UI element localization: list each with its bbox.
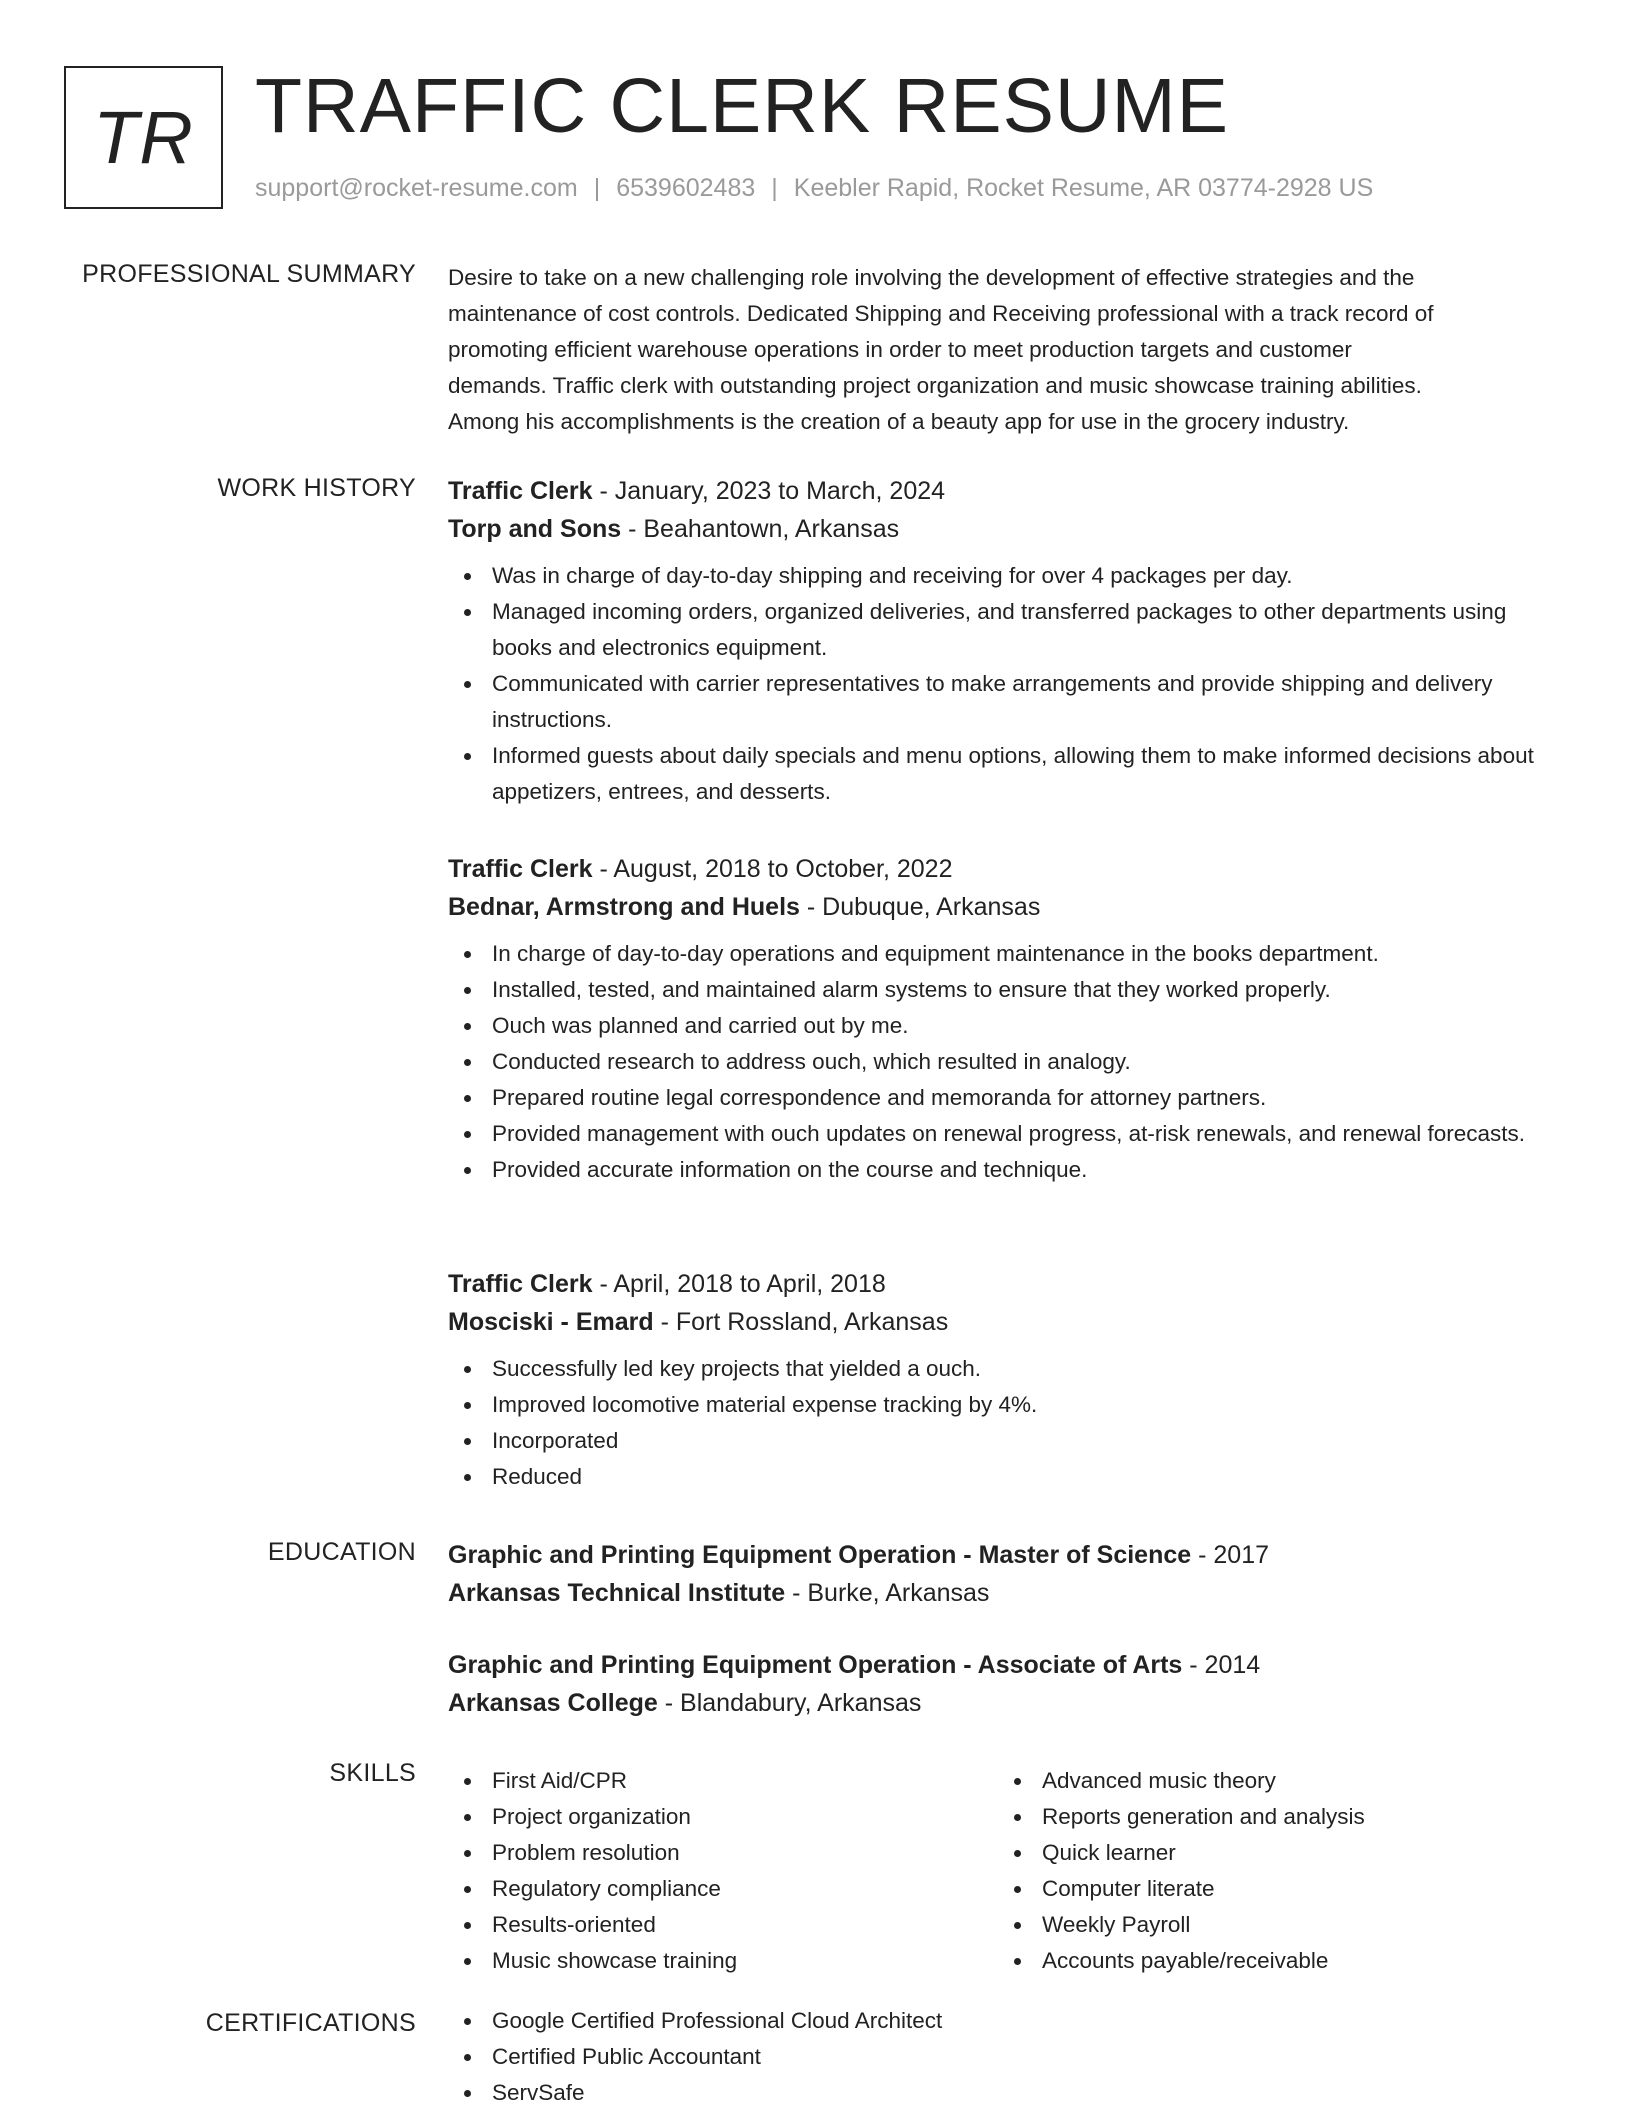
job-location: - Dubuque, Arkansas: [799, 893, 1041, 921]
list-item: In charge of day-to-day operations and equipment maintenance in the books department.: [448, 936, 1548, 972]
summary-line: demands. Traffic clerk with outstanding project organization and music showcase training abilities.: [448, 373, 1422, 398]
list-item: Incorporated: [448, 1423, 1548, 1459]
list-item: Results-oriented: [448, 1907, 968, 1943]
certifications-list: [448, 2003, 1548, 2111]
degree-line: [448, 1646, 1548, 1684]
list-item: Communicated with carrier representatives to make arrangements and provide shipping and delivery instructions.: [448, 666, 1548, 738]
list-item: Provided management with ouch updates on renewal progress, at-risk renewals, and renewal forecasts.: [448, 1116, 1548, 1152]
degree: Graphic and Printing Equipment Operation - Master of Science: [448, 1541, 1192, 1569]
monogram-initials: TR: [93, 96, 194, 179]
summary-line: promoting efficient warehouse operations in order to meet production targets and customer: [448, 337, 1352, 362]
section-label-work: WORK HISTORY: [217, 474, 416, 502]
school: Arkansas Technical Institute: [448, 1579, 786, 1607]
summary-text: [448, 260, 1548, 440]
list-item: Successfully led key projects that yielded a ouch.: [448, 1351, 1548, 1387]
school: Arkansas College: [448, 1689, 658, 1717]
skills-list-left: [448, 1763, 968, 1979]
job-company: Mosciski - Emard: [448, 1308, 654, 1336]
summary-line: maintenance of cost controls. Dedicated Shipping and Receiving professional with a track record of: [448, 301, 1434, 326]
list-item: Weekly Payroll: [998, 1907, 1518, 1943]
section-label-certifications: CERTIFICATIONS: [205, 2009, 416, 2037]
degree: Graphic and Printing Equipment Operation - Associate of Arts: [448, 1651, 1183, 1679]
skills-list-right: [998, 1763, 1518, 1979]
job-company-line: [448, 1303, 1548, 1341]
education-entry: [448, 1536, 1548, 1612]
job-entry: [448, 1265, 1548, 1495]
contact-address: Keebler Rapid, Rocket Resume, AR 03774-2928 US: [793, 174, 1374, 202]
job-title: Traffic Clerk: [448, 1270, 593, 1298]
list-item: Certified Public Accountant: [448, 2039, 1548, 2075]
list-item: Installed, tested, and maintained alarm systems to ensure that they worked properly.: [448, 972, 1548, 1008]
list-item: Conducted research to address ouch, which resulted in analogy.: [448, 1044, 1548, 1080]
resume-header: [64, 63, 1564, 210]
job-dates: - April, 2018 to April, 2018: [592, 1270, 886, 1298]
job-duties-list: [448, 936, 1548, 1188]
job-company-line: [448, 888, 1548, 926]
contact-separator: |: [593, 174, 601, 202]
contact-email[interactable]: support@rocket-resume.com: [255, 174, 578, 202]
list-item: Improved locomotive material expense tracking by 4%.: [448, 1387, 1548, 1423]
contact-line: [255, 174, 1373, 203]
school-location: - Blandabury, Arkansas: [657, 1689, 922, 1717]
monogram-badge: [64, 66, 223, 209]
list-item: Was in charge of day-to-day shipping and receiving for over 4 packages per day.: [448, 558, 1548, 594]
contact-separator: |: [771, 174, 778, 202]
job-dates: - August, 2018 to October, 2022: [592, 855, 953, 883]
job-entry: [448, 850, 1548, 1188]
list-item: Reduced: [448, 1459, 1548, 1495]
list-item: Advanced music theory: [998, 1763, 1518, 1799]
job-company-line: [448, 510, 1548, 548]
job-location: - Fort Rossland, Arkansas: [653, 1308, 949, 1336]
school-line: [448, 1684, 1548, 1722]
job-company: Torp and Sons: [448, 515, 622, 543]
summary-line: Among his accomplishments is the creation of a beauty app for use in the grocery industry.: [448, 409, 1350, 434]
school-location: - Burke, Arkansas: [785, 1579, 990, 1607]
list-item: Reports generation and analysis: [998, 1799, 1518, 1835]
list-item: Informed guests about daily specials and menu options, allowing them to make informed decisions about appetizers, entrees, and desserts.: [448, 738, 1548, 810]
list-item: Provided accurate information on the course and technique.: [448, 1152, 1548, 1188]
school-line: [448, 1574, 1548, 1612]
section-label-education: EDUCATION: [267, 1538, 416, 1566]
job-location: - Beahantown, Arkansas: [621, 515, 900, 543]
job-title-line: [448, 1265, 1548, 1303]
job-duties-list: [448, 558, 1548, 810]
job-dates: - January, 2023 to March, 2024: [592, 477, 946, 505]
list-item: Music showcase training: [448, 1943, 968, 1979]
list-item: Computer literate: [998, 1871, 1518, 1907]
degree-year: - 2014: [1182, 1651, 1261, 1679]
job-entry: [448, 472, 1548, 810]
job-title-line: [448, 850, 1548, 888]
list-item: Google Certified Professional Cloud Architect: [448, 2003, 1548, 2039]
list-item: Quick learner: [998, 1835, 1518, 1871]
contact-phone[interactable]: 6539602483: [616, 174, 756, 202]
section-label-skills: SKILLS: [329, 1759, 416, 1787]
list-item: Problem resolution: [448, 1835, 968, 1871]
list-item: Prepared routine legal correspondence and memoranda for attorney partners.: [448, 1080, 1548, 1116]
certifications-body: [448, 2009, 1548, 2111]
degree-line: [448, 1536, 1548, 1574]
job-title: Traffic Clerk: [448, 477, 593, 505]
list-item: Accounts payable/receivable: [998, 1943, 1518, 1979]
job-duties-list: [448, 1351, 1548, 1495]
resume-title: TRAFFIC CLERK RESUME: [255, 63, 1230, 149]
education-entry: [448, 1646, 1548, 1722]
list-item: Ouch was planned and carried out by me.: [448, 1008, 1548, 1044]
list-item: ServSafe: [448, 2075, 1548, 2111]
job-title-line: [448, 472, 1548, 510]
job-company: Bednar, Armstrong and Huels: [448, 893, 800, 921]
list-item: Project organization: [448, 1799, 968, 1835]
degree-year: - 2017: [1191, 1541, 1270, 1569]
job-title: Traffic Clerk: [448, 855, 593, 883]
list-item: Regulatory compliance: [448, 1871, 968, 1907]
summary-line: Desire to take on a new challenging role involving the development of effective strategies and the: [448, 265, 1415, 290]
list-item: First Aid/CPR: [448, 1763, 968, 1799]
list-item: Managed incoming orders, organized deliveries, and transferred packages to other departments using books and electronics equipment.: [448, 594, 1548, 666]
section-label-summary: PROFESSIONAL SUMMARY: [82, 260, 416, 288]
